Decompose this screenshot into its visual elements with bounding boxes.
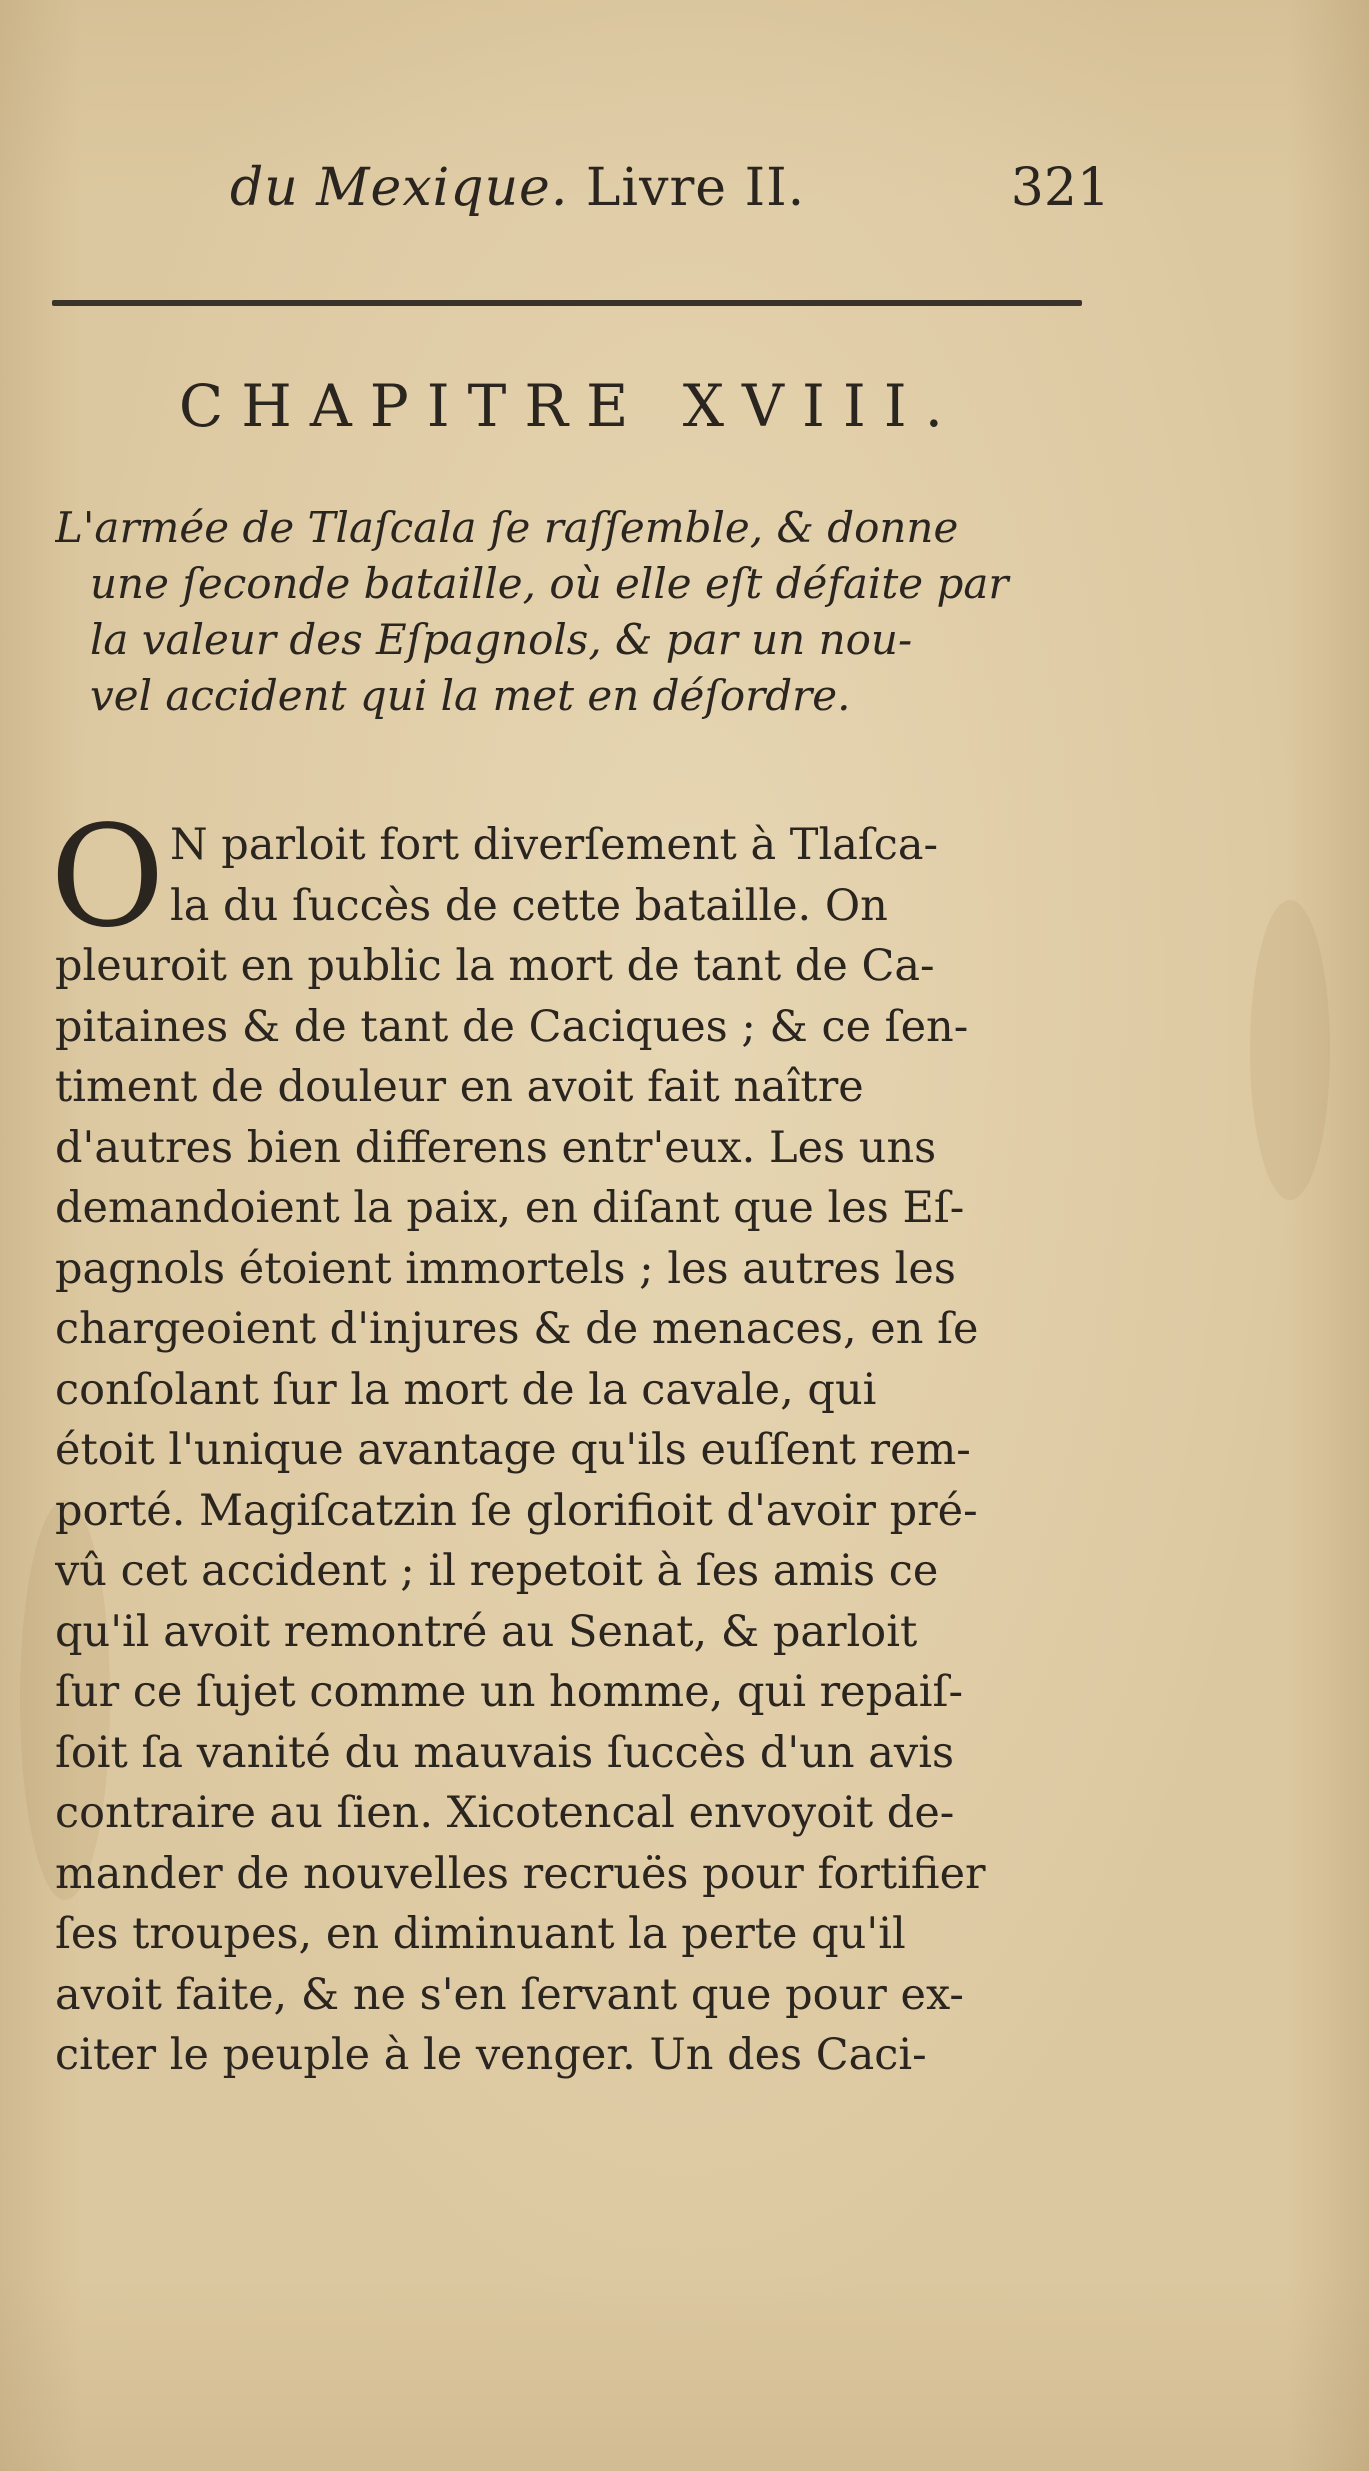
body-line: mander de nouvelles recruës pour fortifier <box>55 1848 986 1899</box>
drop-cap: O <box>50 796 165 959</box>
summary-line: la valeur des Eſpagnols, & par un nou- <box>90 615 913 664</box>
body-line: qu'il avoit remontré au Senat, & parloit <box>55 1606 918 1657</box>
body-paragraph <box>55 815 1100 2086</box>
body-line: vû cet accident ; il repetoit à ſes amis ce <box>55 1546 939 1596</box>
body-line: pagnols étoient immortels ; les autres les <box>55 1243 956 1294</box>
body-line: pleuroit en public la mort de tant de Ca- <box>55 941 935 991</box>
header-rule <box>52 300 1082 306</box>
summary-line: une ſeconde bataille, où elle eſt défaite par <box>90 559 1009 608</box>
body-line: demandoient la paix, en diſant que les Eſ- <box>55 1183 965 1233</box>
body-line: ſoit ſa vanité du mauvais ſuccès d'un avis <box>55 1727 955 1778</box>
running-title <box>230 158 805 218</box>
body-line: avoit faite, & ne s'en ſervant que pour ex- <box>55 1969 964 2020</box>
running-title-roman: Livre II. <box>568 158 806 218</box>
page-number: 321 <box>1010 158 1110 218</box>
chapter-title: CHAPITRE XVIII. <box>178 372 962 440</box>
body-line: la du ſuccès de cette bataille. On <box>170 880 888 931</box>
body-line: étoit l'unique avantage qu'ils euſſent rem- <box>55 1425 971 1475</box>
body-line: contraire au ſien. Xicotencal envoyoit de- <box>55 1788 955 1838</box>
body-line: ſur ce ſujet comme un homme, qui repaiſ- <box>55 1667 963 1717</box>
body-line: d'autres bien differens entr'eux. Les uns <box>55 1122 937 1173</box>
body-line: ſes troupes, en diminuant la perte qu'il <box>55 1909 906 1959</box>
body-line: chargeoient d'injures & de menaces, en ſe <box>55 1304 979 1354</box>
body-line: timent de douleur en avoit fait naître <box>55 1062 864 1112</box>
body-line: conſolant ſur la mort de la cavale, qui <box>55 1364 877 1415</box>
summary-line: vel accident qui la met en déſordre. <box>90 671 851 720</box>
body-line: pitaines & de tant de Caciques ; & ce ſen- <box>55 1001 969 1052</box>
running-title-italic: du Mexique. <box>230 158 569 218</box>
body-line: porté. Magiſcatzin ſe glorifioit d'avoir pré- <box>55 1485 978 1536</box>
running-header <box>200 158 1110 228</box>
paper-stain <box>1250 900 1330 1200</box>
body-line: citer le peuple à le venger. Un des Caci- <box>55 2030 927 2080</box>
body-line: N parloit fort diverſement à Tlaſca- <box>170 820 938 870</box>
chapter-summary <box>55 500 1095 724</box>
summary-line: L'armée de Tlaſcala ſe raſſemble, & donne <box>55 503 959 552</box>
